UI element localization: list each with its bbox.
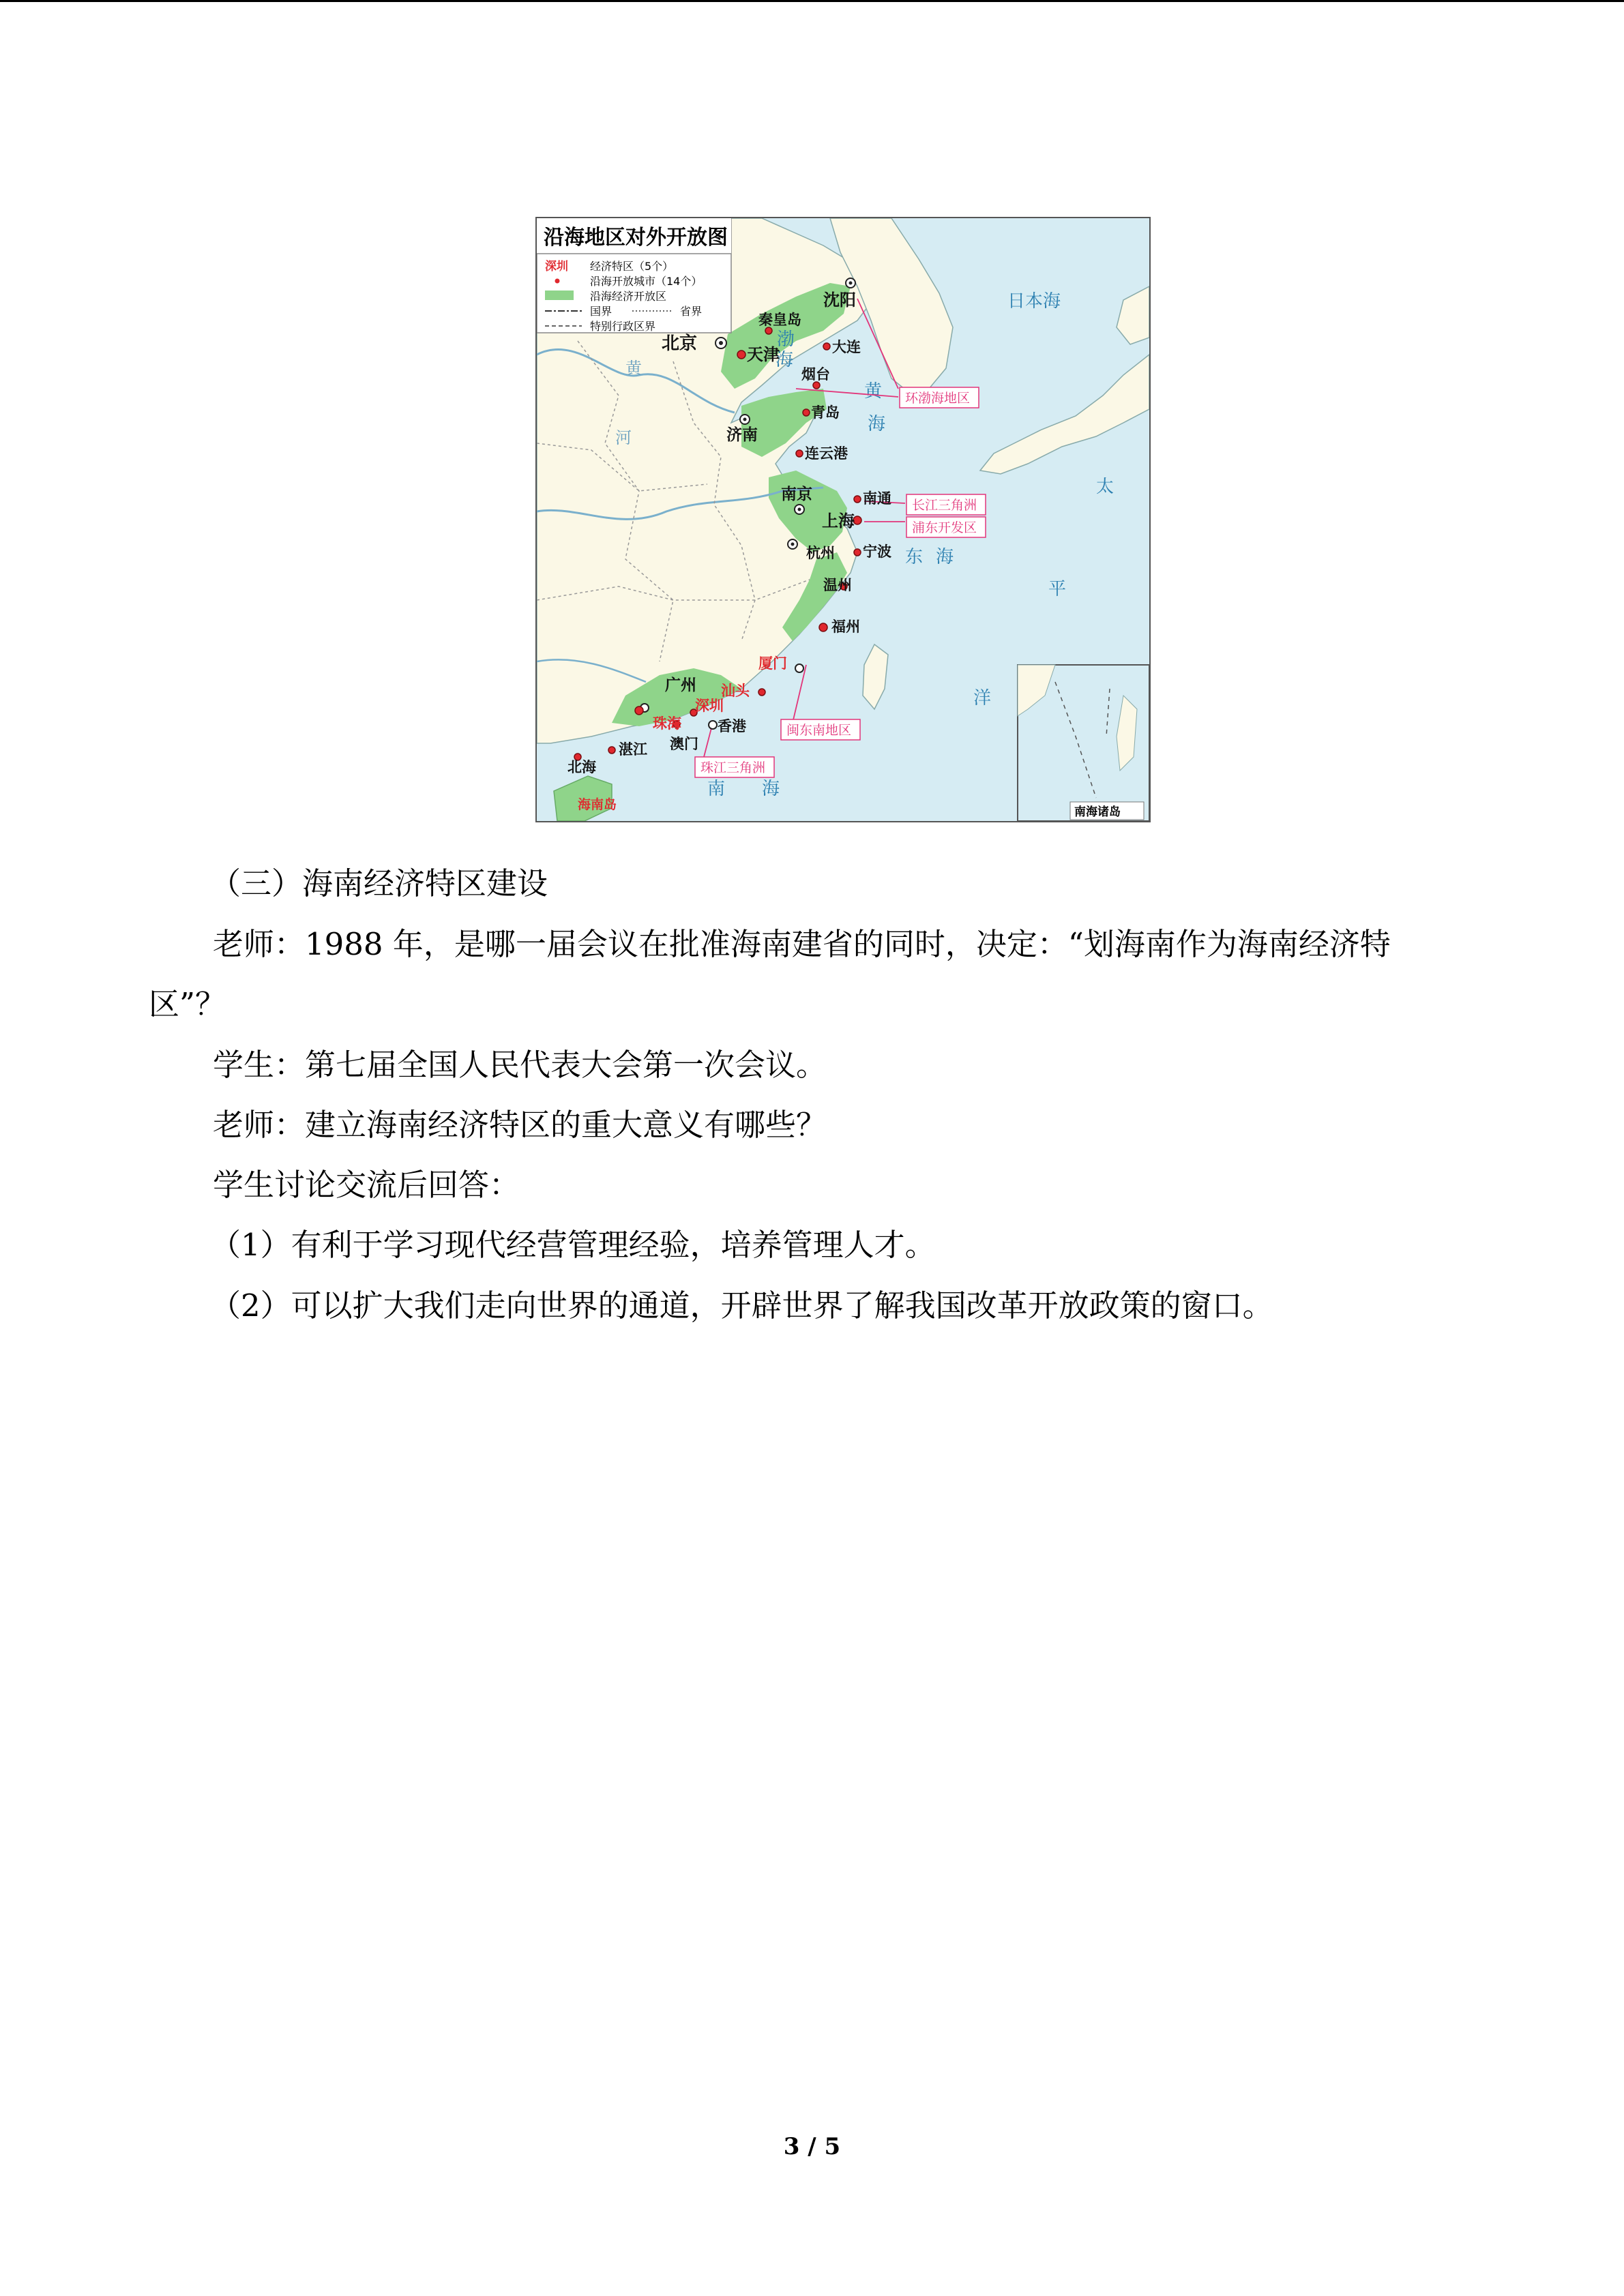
city-dalian: 大连 <box>832 339 861 355</box>
legend-sar-border: 特别行政区界 <box>590 320 656 333</box>
city-nanjing: 南京 <box>781 486 812 503</box>
city-nantong: 南通 <box>863 490 891 507</box>
page-number: 3 / 5 <box>783 2133 841 2160</box>
sea-label-donghai-2: 海 <box>936 547 954 567</box>
legend-provincial-border: 省界 <box>680 305 703 318</box>
legend-sez-sample: 深圳 <box>545 260 568 273</box>
city-xiamen: 厦门 <box>758 655 787 672</box>
region-label-bohai-rim: 环渤海地区 <box>905 391 971 406</box>
teacher-question-2: 老师：建立海南经济特区的重大意义有哪些？ <box>213 1107 827 1143</box>
legend-national-border: 国界 <box>590 305 612 318</box>
region-label-minnan: 闽东南地区 <box>786 723 852 738</box>
map-legend <box>537 218 731 333</box>
city-shenyang: 沈阳 <box>823 290 856 310</box>
region-label-pudong: 浦东开发区 <box>912 520 977 535</box>
city-fuzhou: 福州 <box>831 618 860 635</box>
map-title: 沿海地区对外开放图 <box>544 226 728 250</box>
sea-label-huanghai-2: 海 <box>868 414 886 434</box>
city-tianjin: 天津 <box>747 345 780 364</box>
city-beijing: 北京 <box>662 333 698 354</box>
legend-open-cities: 沿海开放城市（14个） <box>590 275 703 288</box>
city-xianggang: 香港 <box>718 718 746 734</box>
south-china-sea-inset <box>1018 665 1149 821</box>
answer-point-1: （1）有利于学习现代经营管理经验，培养管理人才。 <box>210 1227 936 1263</box>
inset-label: 南海诸岛 <box>1074 805 1121 819</box>
coastal-opening-map <box>535 217 1151 822</box>
city-wenzhou: 温州 <box>823 577 852 593</box>
city-shantou: 汕头 <box>721 683 750 699</box>
city-beihai: 北海 <box>567 759 596 775</box>
city-aomen: 澳门 <box>670 736 698 752</box>
sea-label-bohai-2: 海 <box>776 350 794 370</box>
city-zhanjiang: 湛江 <box>619 741 647 758</box>
city-lianyungang: 连云港 <box>805 445 848 462</box>
city-shenzhen: 深圳 <box>695 698 724 714</box>
city-shanghai: 上海 <box>822 511 855 531</box>
city-jinan: 济南 <box>726 426 758 444</box>
city-hainan-island: 海南岛 <box>578 797 617 812</box>
city-guangzhou: 广州 <box>665 676 696 694</box>
river-label-1: 黄 <box>625 359 642 378</box>
region-label-yangtze-delta: 长江三角洲 <box>912 498 977 513</box>
city-qinhuangdao: 秦皇岛 <box>758 312 801 328</box>
sea-label-pacific-1: 太 <box>1096 477 1114 497</box>
top-border-line <box>0 0 1624 2</box>
city-qingdao: 青岛 <box>811 404 840 421</box>
city-zhuhai: 珠海 <box>653 715 681 732</box>
sea-label-pacific-3: 洋 <box>973 688 992 709</box>
student-answer-1: 学生：第七届全国人民代表大会第一次会议。 <box>213 1047 827 1083</box>
teacher-question-1-line1: 老师：1988 年，是哪一届会议在批准海南建省的同时，决定：“划海南作为海南经济特 <box>213 926 1391 962</box>
sea-label-nanhai-2: 海 <box>762 779 780 799</box>
legend-econ-zone: 沿海经济开放区 <box>590 290 667 303</box>
city-hangzhou: 杭州 <box>806 545 835 561</box>
sea-label-pacific-2: 平 <box>1048 579 1067 599</box>
sea-label-bohai-1: 渤 <box>777 329 795 350</box>
city-yantai: 烟台 <box>801 366 830 383</box>
sea-label-nanhai-1: 南 <box>707 779 726 799</box>
teacher-question-1-line2: 区”？ <box>149 986 226 1022</box>
student-answer-2-intro: 学生讨论交流后回答： <box>213 1167 520 1203</box>
sea-label-huanghai-1: 黄 <box>864 381 883 402</box>
section-heading: （三）海南经济特区建设 <box>210 865 548 901</box>
sea-label-donghai-1: 东 <box>905 547 924 567</box>
legend-econ-zone-swatch <box>545 290 574 300</box>
legend-open-city-dot <box>555 279 560 284</box>
legend-sez: 经济特区（5个） <box>590 260 674 273</box>
answer-point-2: （2）可以扩大我们走向世界的通道，开辟世界了解我国改革开放政策的窗口。 <box>210 1287 1273 1324</box>
city-ningbo: 宁波 <box>863 543 891 560</box>
river-label-2: 河 <box>615 428 632 447</box>
sea-label-riben-hai: 日本海 <box>1007 291 1061 312</box>
region-label-pearl-delta: 珠江三角洲 <box>700 760 766 775</box>
